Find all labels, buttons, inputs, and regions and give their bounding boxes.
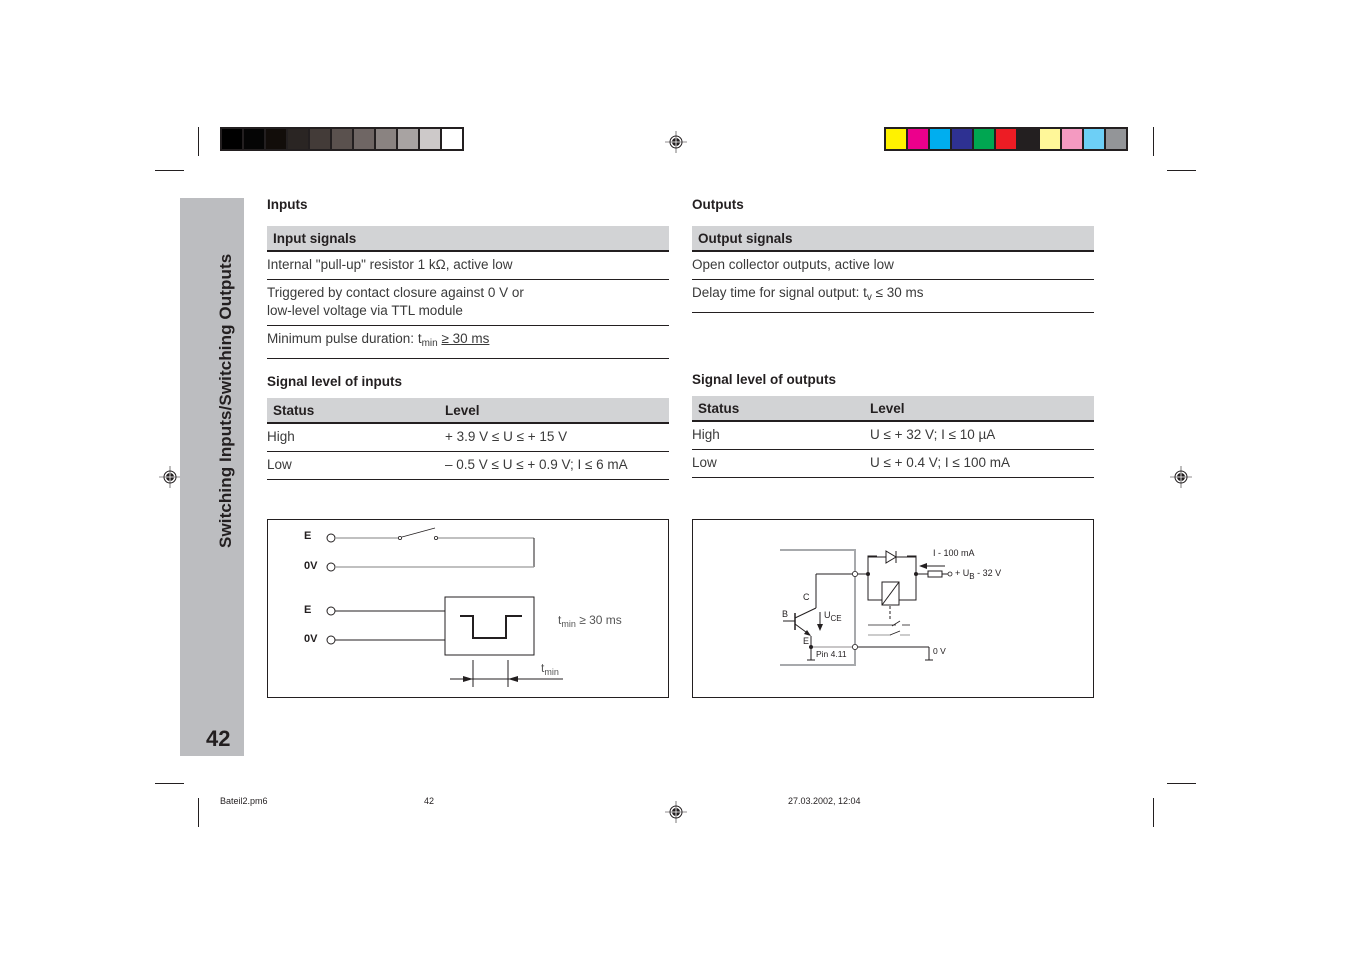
table-header: Status Level <box>692 396 1094 422</box>
0v-terminal-label: 0V <box>304 560 318 572</box>
footer-timestamp: 27.03.2002, 12:04 <box>788 796 861 806</box>
color-swatch <box>1106 129 1126 149</box>
registration-mark-icon <box>159 466 181 488</box>
color-swatch <box>930 129 950 149</box>
gray-swatch <box>442 129 462 149</box>
0v-terminal-label: 0V <box>304 633 318 645</box>
e-terminal-label: E <box>304 604 312 616</box>
output-circuit-svg <box>693 520 1093 697</box>
table-row: Triggered by contact closure against 0 V or low-level voltage via TTL module <box>267 280 669 326</box>
crop-mark <box>1153 127 1154 156</box>
gray-swatch <box>398 129 418 149</box>
ground-label: 0 V <box>933 646 946 656</box>
input-level-table <box>267 398 669 480</box>
registration-mark-icon <box>1170 466 1192 488</box>
uce-label: $U_{CE}$ <box>824 610 842 623</box>
emitter-label: E <box>803 636 810 646</box>
color-swatch <box>1062 129 1082 149</box>
table-row: Low U ≤ + 0.4 V; I ≤ 100 mA <box>692 450 1094 478</box>
crop-mark <box>1167 170 1196 171</box>
crop-mark <box>198 798 199 827</box>
input-circuit-svg <box>268 520 668 697</box>
gray-swatch <box>376 129 396 149</box>
crop-mark <box>155 170 184 171</box>
tmin-condition: $t_{min} \ge 30$ ms <box>558 613 622 629</box>
page-number: 42 <box>206 726 231 751</box>
gray-swatch <box>420 129 440 149</box>
gray-swatch <box>310 129 330 149</box>
gray-swatch <box>266 129 286 149</box>
crop-mark <box>1153 798 1154 827</box>
e-terminal-label: E <box>304 530 312 542</box>
current-label: I - 100 mA <box>933 548 975 558</box>
table-header: Output signals <box>692 226 1094 252</box>
collector-label: C <box>803 592 810 602</box>
color-swatch <box>1018 129 1038 149</box>
gray-swatch <box>222 129 242 149</box>
pin-label: Pin 4.11 <box>816 649 847 659</box>
output-circuit-diagram <box>692 519 1094 698</box>
grayscale-color-bar <box>220 127 464 151</box>
footer-page: 42 <box>424 796 435 806</box>
table-header: Status Level <box>267 398 669 424</box>
table-row: Low – 0.5 V ≤ U ≤ + 0.9 V; I ≤ 6 mA <box>267 452 669 480</box>
color-swatch <box>974 129 994 149</box>
table-row: High U ≤ + 32 V; I ≤ 10 µA <box>692 422 1094 450</box>
color-swatch <box>996 129 1016 149</box>
table-row: High + 3.9 V ≤ U ≤ + 15 V <box>267 424 669 452</box>
table-row: Open collector outputs, active low <box>692 252 1094 280</box>
crop-mark <box>198 127 199 156</box>
color-swatch <box>1084 129 1104 149</box>
color-swatch <box>908 129 928 149</box>
input-circuit-diagram <box>267 519 669 698</box>
tmin-label: $t_{min}$ <box>541 661 559 677</box>
process-color-bar <box>884 127 1128 151</box>
gray-swatch <box>332 129 352 149</box>
table-row: Internal "pull-up" resistor 1 kΩ, active low <box>267 252 669 280</box>
gray-swatch <box>244 129 264 149</box>
output-signals-table <box>692 226 1094 313</box>
color-swatch <box>1040 129 1060 149</box>
table-row: Minimum pulse duration: $t_{min} \ge 30$ ms <box>267 326 669 359</box>
input-level-heading: Signal level of inputs <box>267 374 403 389</box>
crop-mark <box>155 783 184 784</box>
table-header: Input signals <box>267 226 669 252</box>
color-swatch <box>886 129 906 149</box>
outputs-heading: Outputs <box>692 197 744 212</box>
registration-mark-icon <box>665 801 687 823</box>
registration-mark-icon <box>665 131 687 153</box>
color-swatch <box>952 129 972 149</box>
supply-voltage-label: + $U_B - 32$ V <box>955 568 1002 581</box>
output-level-heading: Signal level of outputs <box>692 372 837 387</box>
output-level-table <box>692 396 1094 478</box>
gray-swatch <box>354 129 374 149</box>
input-signals-table <box>267 226 669 359</box>
gray-swatch <box>288 129 308 149</box>
inputs-heading: Inputs <box>267 197 308 212</box>
chapter-title: Switching Inputs/Switching Outputs <box>216 253 235 548</box>
base-label: B <box>782 609 789 619</box>
footer-filename: Bateil2.pm6 <box>220 796 268 806</box>
table-row: Delay time for signal output: $t_v \le 30$ ms <box>692 280 1094 313</box>
crop-mark <box>1167 783 1196 784</box>
